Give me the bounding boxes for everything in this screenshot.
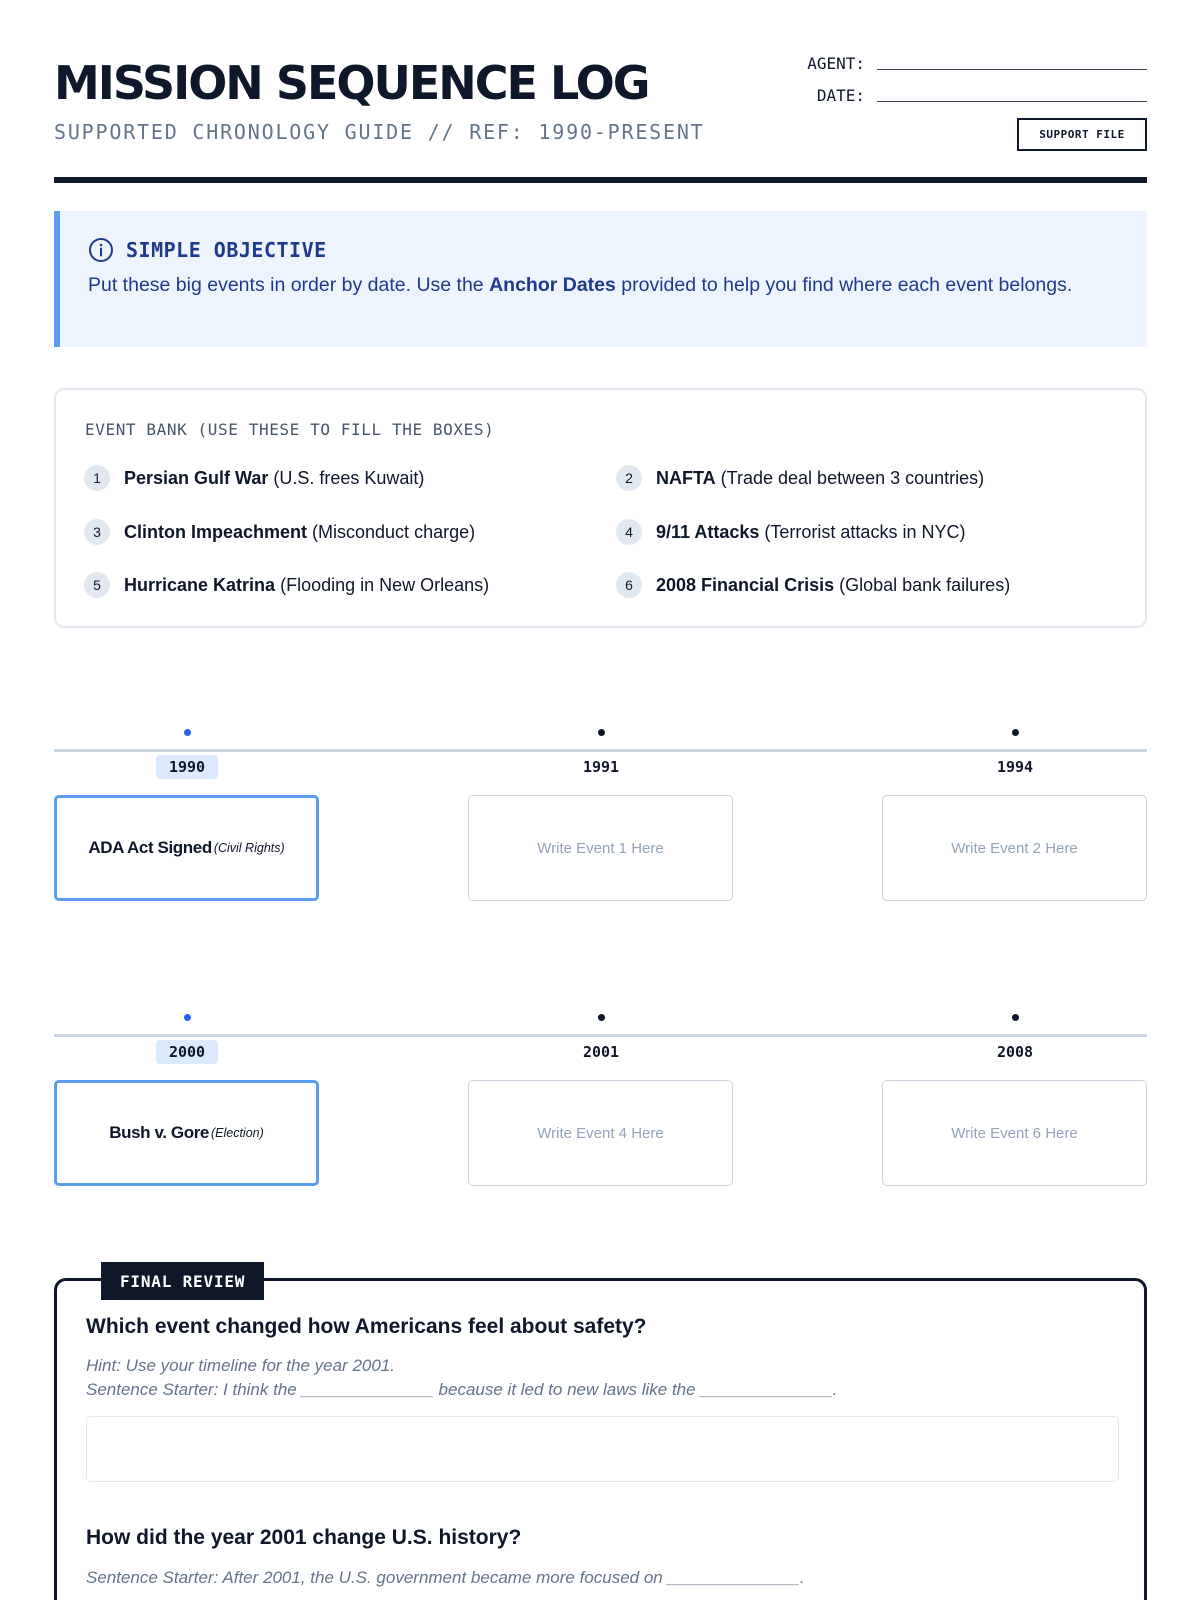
final-review-section (54, 1271, 1147, 1600)
timeline-dot (598, 729, 605, 736)
event-bank-title: EVENT BANK (USE THESE TO FILL THE BOXES) (85, 420, 495, 439)
anchor-event-box (54, 1080, 319, 1186)
year-label: 2008 (996, 1043, 1034, 1061)
event-placeholder: Write Event 6 Here (951, 1124, 1078, 1142)
timeline-anchor-dot (184, 729, 191, 736)
year-label: 1990 (156, 755, 218, 779)
final-review-tag: FINAL REVIEW (101, 1262, 264, 1300)
timeline-line (54, 1034, 1147, 1037)
event-input-box[interactable] (882, 1080, 1147, 1186)
timeline-year-anchor (127, 755, 247, 779)
objective-text (88, 273, 1117, 298)
year-label: 2001 (582, 1043, 620, 1061)
timeline-dot (1012, 1014, 1019, 1021)
info-icon (88, 237, 114, 263)
question-2-starter: Sentence Starter: After 2001, the U.S. government became more focused on ______________. (86, 1568, 805, 1587)
bank-item (616, 519, 965, 545)
bank-item (84, 572, 489, 598)
anchor-event-note: (Election) (210, 1126, 264, 1140)
agent-label: AGENT: (807, 54, 865, 73)
question-1-starter: Sentence Starter: I think the ______________ because it led to new laws like the ______________. (86, 1380, 838, 1399)
objective-title: SIMPLE OBJECTIVE (126, 238, 327, 262)
event-input-box[interactable] (468, 1080, 733, 1186)
bank-item-desc: (Flooding in New Orleans) (280, 574, 490, 595)
bank-item-number: 2 (616, 465, 642, 491)
bank-item-desc: (U.S. frees Kuwait) (273, 467, 425, 488)
objective-text-emphasis: Anchor Dates (489, 274, 616, 296)
bank-item-name: Persian Gulf War (124, 467, 269, 488)
bank-item-desc: (Global bank failures) (839, 574, 1011, 595)
anchor-event-name: Bush v. Gore (109, 1123, 209, 1142)
bank-item-name: Hurricane Katrina (124, 574, 276, 595)
timeline-year (541, 1040, 661, 1064)
timeline-year (541, 755, 661, 779)
date-label: DATE: (816, 86, 865, 105)
event-placeholder: Write Event 4 Here (537, 1124, 664, 1142)
bank-item-desc: (Terrorist attacks in NYC) (764, 521, 966, 542)
event-placeholder: Write Event 1 Here (537, 839, 664, 857)
anchor-event-name: ADA Act Signed (88, 838, 212, 857)
date-line[interactable] (877, 101, 1147, 102)
timeline-line (54, 749, 1147, 752)
support-file-button[interactable]: SUPPORT FILE (1017, 118, 1147, 151)
timeline-year (955, 755, 1075, 779)
bank-item (616, 572, 1010, 598)
page-title: MISSION SEQUENCE LOG (54, 56, 649, 110)
objective-callout (54, 211, 1147, 347)
question-1: Which event changed how Americans feel about safety? (86, 1315, 647, 1338)
date-field[interactable] (787, 86, 1147, 108)
timeline-dot (598, 1014, 605, 1021)
bank-item-number: 1 (84, 465, 110, 491)
agent-line[interactable] (877, 69, 1147, 70)
year-label: 1994 (996, 758, 1034, 776)
header-divider (54, 177, 1147, 183)
bank-item-name: 9/11 Attacks (656, 521, 760, 542)
bank-item-number: 6 (616, 572, 642, 598)
bank-item-number: 3 (84, 519, 110, 545)
header (54, 40, 1147, 190)
question-2: How did the year 2001 change U.S. history? (86, 1526, 522, 1549)
timeline-anchor-dot (184, 1014, 191, 1021)
event-bank (54, 388, 1147, 628)
agent-field[interactable] (787, 54, 1147, 76)
bank-item-number: 5 (84, 572, 110, 598)
answer-input[interactable] (86, 1416, 1119, 1482)
bank-item (616, 465, 984, 491)
bank-item-name: Clinton Impeachment (124, 521, 308, 542)
bank-item (84, 519, 475, 545)
bank-item-name: 2008 Financial Crisis (656, 574, 835, 595)
objective-text-end: provided to help you find where each event belongs. (615, 274, 1073, 296)
event-input-box[interactable] (882, 795, 1147, 901)
year-label: 2000 (156, 1040, 218, 1064)
timeline-dot (1012, 729, 1019, 736)
bank-item-desc: (Misconduct charge) (312, 521, 476, 542)
timeline-year-anchor (127, 1040, 247, 1064)
timeline-year (955, 1040, 1075, 1064)
event-placeholder: Write Event 2 Here (951, 839, 1078, 857)
question-1-hint: Hint: Use your timeline for the year 2001. (86, 1356, 395, 1375)
page-subtitle: SUPPORTED CHRONOLOGY GUIDE // REF: 1990-PRESENT (54, 120, 705, 144)
year-label: 1991 (582, 758, 620, 776)
bank-item-desc: (Trade deal between 3 countries) (720, 467, 985, 488)
bank-item (84, 465, 424, 491)
anchor-event-note: (Civil Rights) (213, 841, 285, 855)
bank-item-number: 4 (616, 519, 642, 545)
anchor-event-box (54, 795, 319, 901)
event-input-box[interactable] (468, 795, 733, 901)
bank-item-name: NAFTA (656, 467, 716, 488)
objective-text-start: Put these big events in order by date. Use the (88, 274, 490, 296)
